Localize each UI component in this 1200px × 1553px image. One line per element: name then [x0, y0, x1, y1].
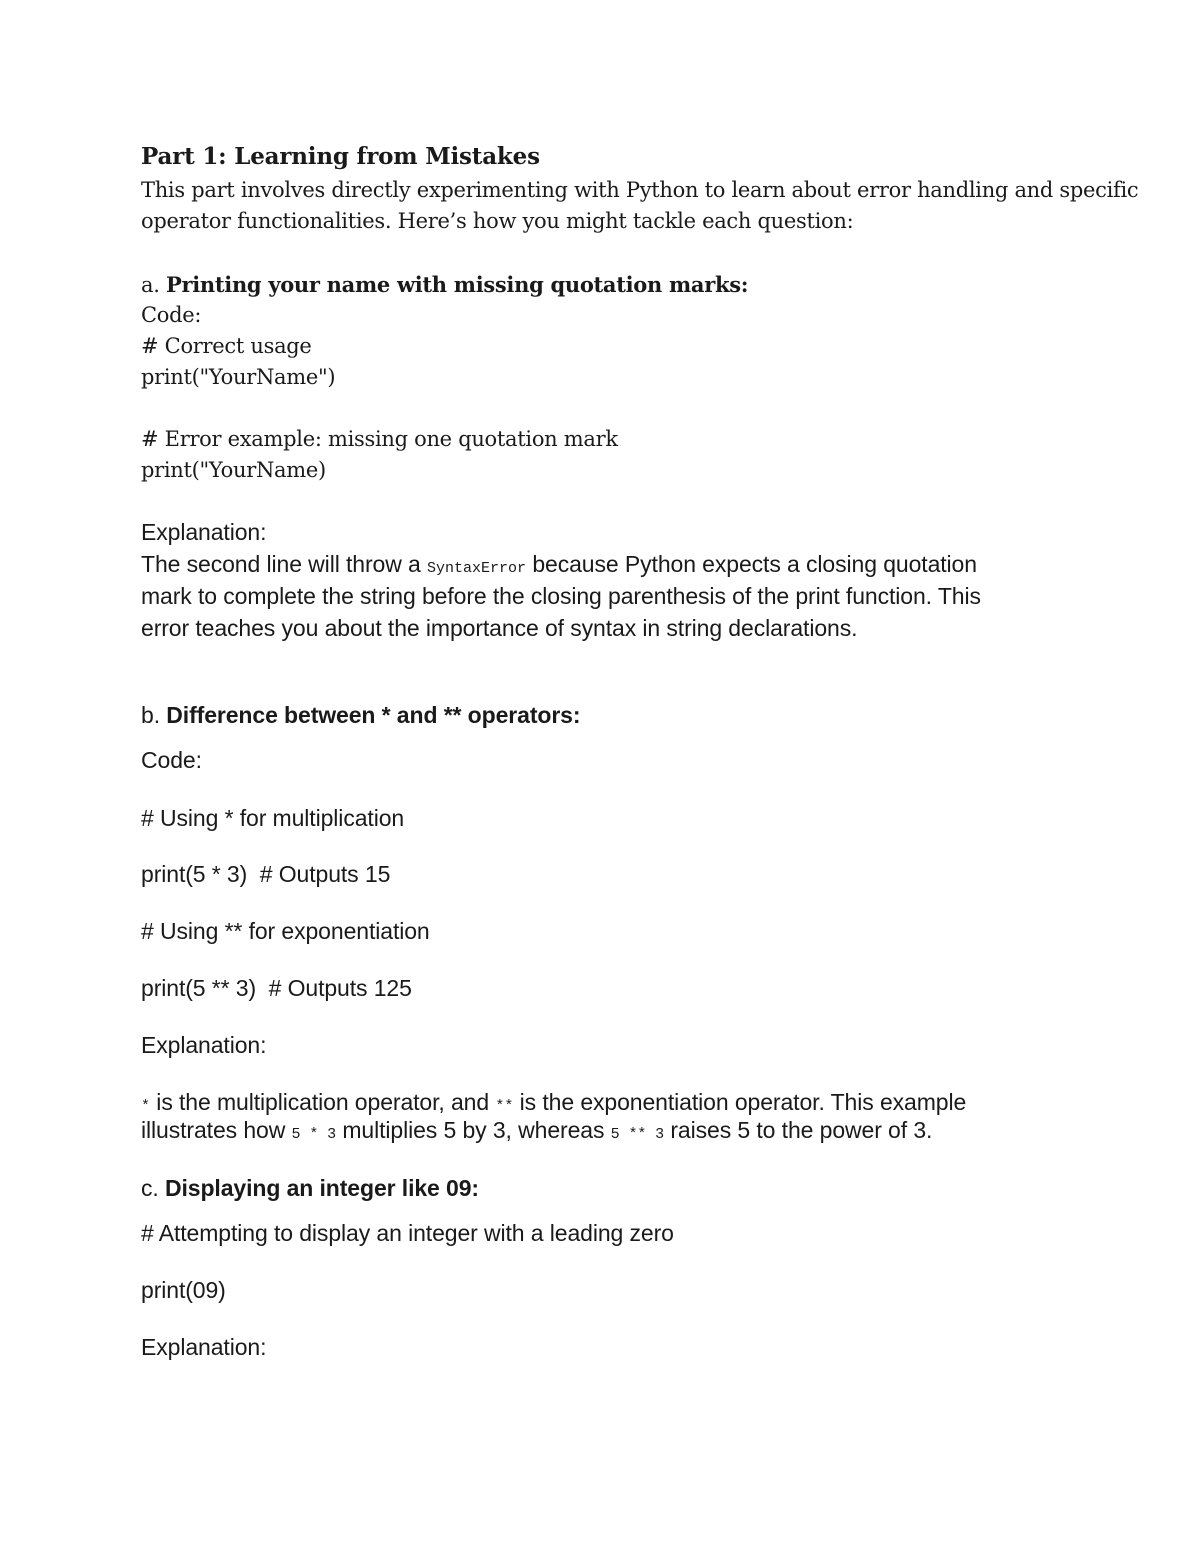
section-c-code-1: print(09)	[141, 1277, 226, 1303]
section-b-heading	[141, 702, 580, 729]
section-c-explanation-label: Explanation:	[141, 1334, 267, 1360]
section-c-prefix: c.	[141, 1175, 165, 1201]
section-a-explanation-line-2: mark to complete the string before the closing parenthesis of the print function. This	[141, 583, 981, 609]
section-a-explanation-label: Explanation:	[141, 519, 267, 545]
expl-text: raises 5 to the power of 3.	[664, 1117, 933, 1143]
section-a-comment-1: # Correct usage	[141, 334, 312, 358]
section-a-explanation-line-3: error teaches you about the importance of syntax in string declarations.	[141, 615, 858, 641]
syntax-error-code: SyntaxError	[427, 560, 527, 577]
section-b-code-label: Code:	[141, 747, 202, 773]
section-b-prefix: b.	[141, 702, 167, 728]
section-c-comment-1: # Attempting to display an integer with a leading zero	[141, 1220, 674, 1246]
section-a-title: Printing your name with missing quotation marks:	[165, 272, 749, 297]
exponent-operator-code: **	[495, 1098, 514, 1115]
section-b-explanation-line-1	[141, 1089, 966, 1116]
section-a-explanation-line-1	[141, 551, 977, 578]
section-c-heading	[141, 1175, 479, 1202]
expl-text: because Python expects a closing quotation	[526, 551, 977, 577]
section-a-prefix: a.	[141, 273, 166, 297]
section-b-comment-2: # Using ** for exponentiation	[141, 918, 430, 944]
intro-text-line-2: operator functionalities. Here’s how you might tackle each question:	[141, 209, 854, 233]
multiply-example-code: 5 * 3	[291, 1126, 337, 1143]
exponent-example-code: 5 ** 3	[610, 1126, 665, 1143]
section-a-code-label: Code:	[141, 303, 202, 327]
expl-text: multiplies 5 by 3, whereas	[336, 1117, 611, 1143]
section-b-explanation-label: Explanation:	[141, 1032, 267, 1058]
expl-text: illustrates how	[141, 1117, 292, 1143]
section-b-code-1: print(5 * 3) # Outputs 15	[141, 861, 391, 887]
page-title: Part 1: Learning from Mistakes	[141, 143, 540, 170]
section-a-code-2: print("YourName)	[141, 458, 326, 482]
expl-text: is the exponentiation operator. This example	[513, 1089, 967, 1115]
multiply-operator-code: *	[141, 1098, 151, 1115]
section-a-comment-2: # Error example: missing one quotation mark	[141, 427, 618, 451]
section-b-title: Difference between * and ** operators:	[166, 702, 581, 728]
section-b-comment-1: # Using * for multiplication	[141, 805, 405, 831]
expl-text: is the multiplication operator, and	[150, 1089, 496, 1115]
section-b-explanation-line-2	[141, 1117, 932, 1144]
section-c-title: Displaying an integer like 09:	[164, 1175, 479, 1201]
expl-text: The second line will throw a	[141, 551, 428, 577]
section-a-heading	[141, 272, 748, 297]
section-b-code-2: print(5 ** 3) # Outputs 125	[141, 975, 412, 1001]
intro-text-line-1: This part involves directly experimenting with Python to learn about error handling and specific	[141, 178, 1139, 202]
section-a-code-1: print("YourName")	[141, 365, 336, 389]
